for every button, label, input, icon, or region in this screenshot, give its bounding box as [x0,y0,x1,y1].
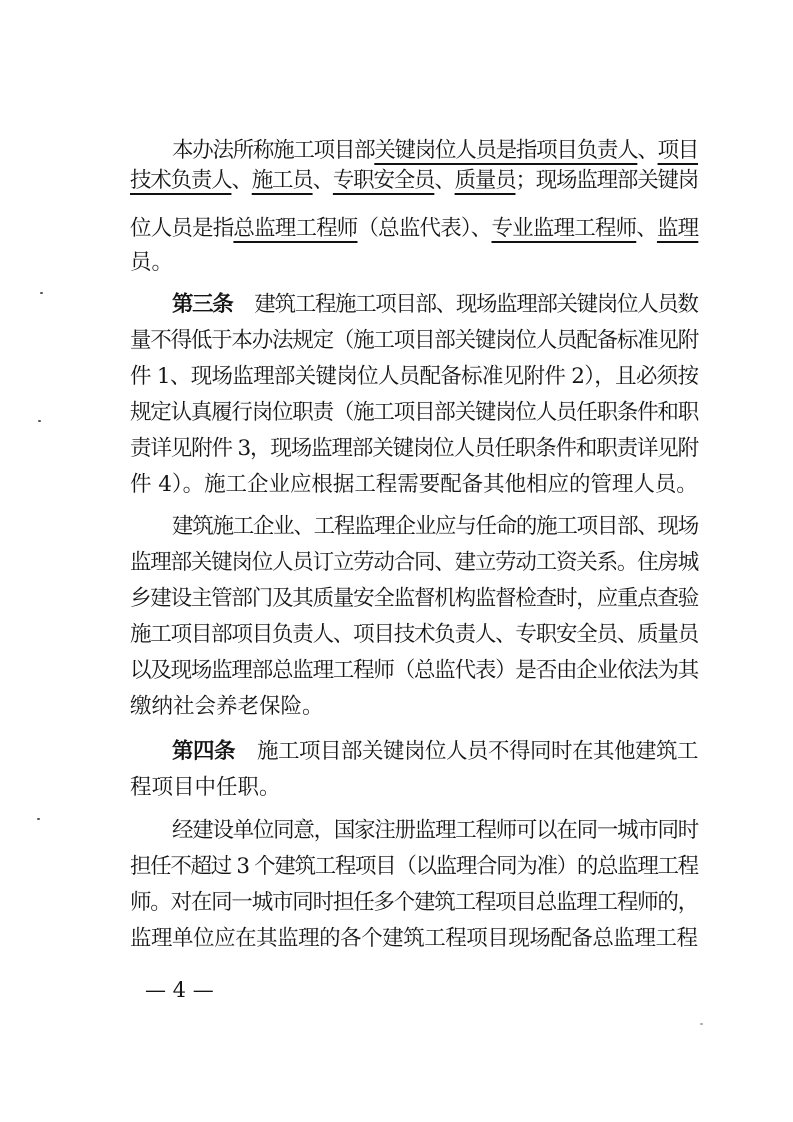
underlined-text: 专业监理工程师 [491,216,637,241]
text-segment: 位人员是指 [130,216,234,241]
underlined-text: 监理 [656,216,699,241]
text-line [130,214,698,244]
text-line [172,512,698,542]
text-segment: 以及现场监理部总监理工程师（总监代表）是否由企业依法为其 [130,658,699,683]
article-heading: 第三条 [172,292,233,317]
text-segment: 建筑施工企业、工程监理企业应与任命的施工项目部、现场 [172,514,699,539]
underlined-text: 总监理工程师 [233,216,358,241]
underlined-text: 技术负责人 [130,168,232,193]
text-line [130,548,698,578]
text-segment: 师。对在同一城市同时担任多个建筑工程项目总监理工程师的， [130,890,699,915]
text-segment: 经建设单位同意，国家注册监理工程师可以在同一城市同时 [172,818,699,843]
underlined-text: 项目 [657,138,699,163]
text-segment: 本办法所称施工项目部 [172,138,375,163]
text-line [130,620,698,650]
underlined-text: 质量员 [454,168,516,193]
text-segment: 、 [434,168,455,193]
text-segment: 件 4）。施工企业应根据工程需要配备其他相应的管理人员。 [130,472,698,497]
text-segment: ；现场监理部关键岗 [515,168,699,193]
text-segment: 施工项目部项目负责人、项目技术负责人、专职安全员、质量员 [130,622,699,647]
text-line [172,816,698,846]
text-line [130,470,698,500]
text-line [172,737,698,767]
text-line [130,924,698,954]
text-segment: 建筑工程施工项目部、现场监理部关键岗位人员数 [254,292,698,317]
text-segment: 员。 [130,250,174,275]
text-segment: 、 [231,168,252,193]
text-line [130,326,698,356]
underlined-text: 关键岗位人员是指项目负责人 [374,138,638,163]
text-line [130,888,698,918]
text-segment: 监理单位应在其监理的各个建筑工程项目现场配备总监理工程 [130,926,698,951]
scan-speck [38,420,41,422]
page-number: — 4 — [145,978,214,1002]
text-segment: （总监代表）、 [357,216,492,241]
text-line [130,398,698,428]
underlined-text: 施工员 [251,168,313,193]
text-segment: 规定认真履行岗位职责（施工项目部关键岗位人员任职条件和职 [130,400,699,425]
text-segment: 乡建设主管部门及其质量安全监督机构监督检查时，应重点查验 [130,586,699,611]
text-line [130,692,324,722]
text-segment: 缴纳社会养老保险。 [130,694,324,719]
scan-speck [40,292,43,294]
text-line [130,434,698,464]
text-segment: 程项目中任职。 [130,775,281,800]
text-segment: 、 [312,168,333,193]
text-line [130,248,173,278]
text-segment: 监理部关键岗位人员订立劳动合同、建立劳动工资关系。住房城 [130,550,699,575]
text-line [130,166,698,196]
text-segment: 担任不超过 3 个建筑工程项目（以监理合同为准）的总监理工程 [130,854,698,879]
scan-speck [700,1023,703,1025]
text-line [172,136,698,166]
text-line [130,584,698,614]
text-line [130,362,698,392]
underlined-text: 专职安全员 [332,168,435,193]
text-segment: 、 [637,138,658,163]
text-segment: 责详见附件 3，现场监理部关键岗位人员任职条件和职责详见附 [130,436,699,461]
text-line [172,290,698,320]
text-line [130,656,698,686]
text-segment: 、 [636,216,657,241]
text-line [130,773,281,803]
scan-speck [37,818,40,820]
article-heading: 第四条 [172,739,236,764]
text-segment: 件 1、现场监理部关键岗位人员配备标准见附件 2），且必须按 [130,364,699,389]
text-segment: 施工项目部关键岗位人员不得同时在其他建筑工 [257,739,699,764]
text-line [130,852,698,882]
text-segment: 量不得低于本办法规定（施工项目部关键岗位人员配备标准见附 [130,328,699,353]
